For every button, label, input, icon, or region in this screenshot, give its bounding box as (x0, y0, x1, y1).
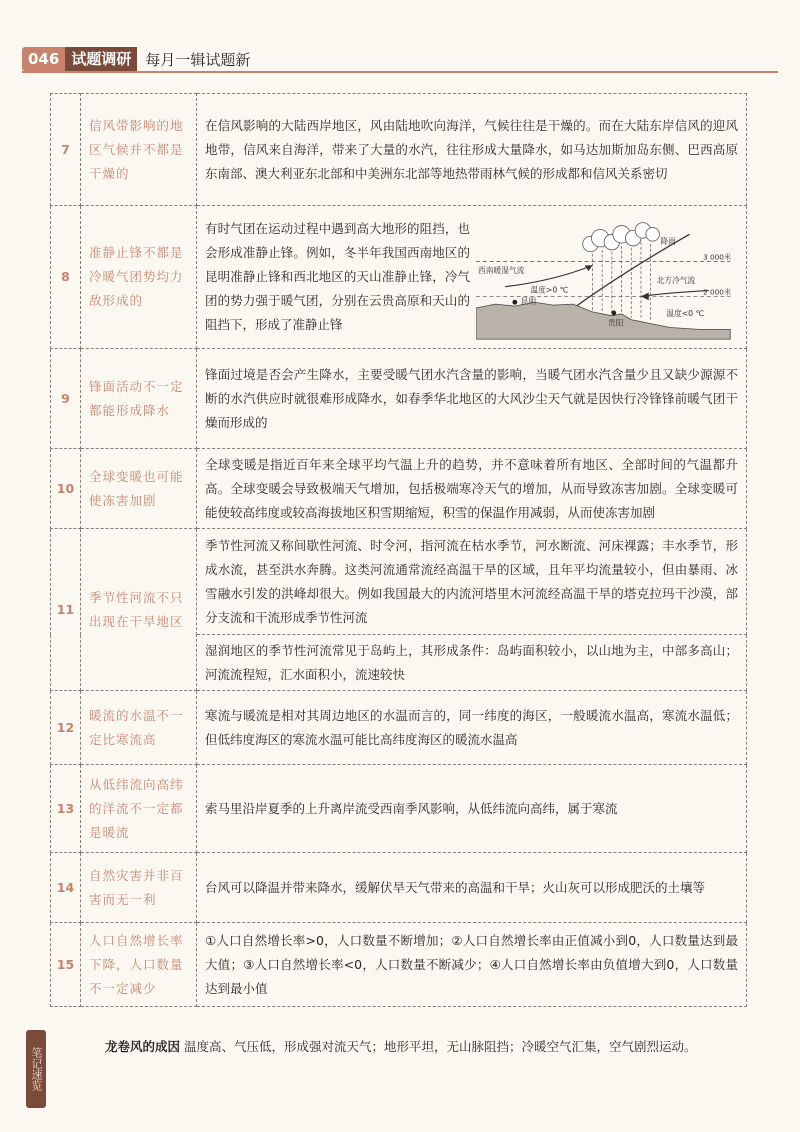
row-number: 8 (51, 206, 81, 349)
rain-lines (592, 242, 650, 322)
knowledge-table (50, 93, 747, 1007)
row-number: 13 (51, 765, 81, 853)
row-title: 信风带影响的地区气候并不都是干燥的 (81, 94, 197, 206)
page-number: 046 (22, 47, 65, 71)
table-row (51, 923, 747, 1007)
section-label: 试题调研 (65, 47, 137, 71)
note-box (50, 1036, 747, 1058)
note-text: 温度高、气压低，形成强对流天气；地形平坦，无山脉阻挡；冷暖空气汇集，空气剧烈运动。 (184, 1039, 697, 1054)
cloud-icon (583, 223, 660, 252)
row-number: 15 (51, 923, 81, 1007)
row-title: 人口自然增长率下降，人口数量不一定减少 (81, 923, 197, 1007)
front-diagram (476, 213, 738, 341)
row-content: 在信风影响的大陆西岸地区，风由陆地吹向海洋，气候往往是干燥的。而在大陆东岸信风的迎风地带，信风来自海洋，带来了大量的水汽，往往形成大量降水，如马达加斯加岛东侧、巴西高原东南部、澳大利亚东北部和中美洲东北部等地热带雨林气候的形成都和信风关系密切 (197, 94, 747, 206)
kunming-label: 昆明 (520, 297, 537, 307)
row-content: 寒流与暖流是相对其周边地区的水温而言的，同一纬度的海区，一般暖流水温高，寒流水温低；但低纬度海区的寒流水温可能比高纬度海区的暖流水温高 (197, 691, 747, 765)
table-row (51, 349, 747, 449)
header-divider (22, 71, 778, 73)
row-content: 有时气团在运动过程中遇到高大地形的阻挡，也会形成准静止锋。例如，冬半年我国西南地区的昆明准静止锋和西北地区的天山准静止锋，冷气团的势力强于暖气团，分别在云贵高原和天山的阻挡下，形成了准静止锋 (205, 221, 470, 332)
row-content: 季节性河流又称间歇性河流、时令河，指河流在枯水季节，河水断流、河床裸露；丰水季节，形成水流，甚至洪水奔腾。这类河流通常流经高温干旱的区域，且年平均流量较小，但由暴雨、冰雪融水引发的洪峰却很大。例如我国最大的内流河塔里木河流经高温干旱的塔克拉玛干沙漠，部分支流和干流形成季节性河流 (197, 529, 747, 635)
table-row (51, 853, 747, 923)
alt-high-label: 3 000米 (703, 252, 732, 262)
row-title: 全球变暖也可能使冻害加剧 (81, 449, 197, 529)
terrain (476, 302, 730, 339)
row-title: 暖流的水温不一定比寒流高 (81, 691, 197, 765)
row-number: 14 (51, 853, 81, 923)
row-number: 9 (51, 349, 81, 449)
rain-label: 降雨 (660, 237, 676, 247)
row-title: 自然灾害并非百害而无一利 (81, 853, 197, 923)
guiyang-label: 贵阳 (607, 318, 624, 328)
temp-above-label: 温度>0 ℃ (530, 285, 569, 295)
table-row (51, 765, 747, 853)
row-content: 锋面过境是否会产生降水，主要受暖气团水汽含量的影响，当暖气团水汽含量少且又缺少源源不断的水汽供应时就很难形成降水，如春季华北地区的大风沙尘天气就是因快行冷锋锋前暖气团干燥而形成的 (197, 349, 747, 449)
page-header (22, 47, 250, 71)
kunming-marker (512, 300, 517, 305)
table-row (51, 691, 747, 765)
table-row (51, 449, 747, 529)
cold-air-label: 北方冷气流 (656, 275, 696, 285)
row-title: 季节性河流不只出现在干旱地区 (81, 529, 197, 691)
row-content-with-diagram (197, 206, 747, 349)
note-title: 龙卷风的成因 (105, 1039, 181, 1054)
arrow-head-icon (641, 293, 649, 301)
temp-below-label: 温度<0 ℃ (666, 308, 705, 318)
row-title: 锋面活动不一定都能形成降水 (81, 349, 197, 449)
table-row (51, 529, 747, 635)
row-content: 全球变暖是指近百年来全球平均气温上升的趋势，并不意味着所有地区、全部时间的气温都升高。全球变暖会导致极端天气增加，包括极端寒冷天气的增加，从而导致冻害加剧。全球变暖可能使较高纬度或较高海拔地区积雪期缩短，积雪的保温作用减弱，从而使冻害加剧 (197, 449, 747, 529)
row-title: 从低纬流向高纬的洋流不一定都是暖流 (81, 765, 197, 853)
warm-air-label: 西南暖湿气流 (477, 266, 525, 276)
table-row (51, 206, 747, 349)
row-content: 台风可以降温并带来降水，缓解伏旱天气带来的高温和干旱；火山灰可以形成肥沃的土壤等 (197, 853, 747, 923)
row-title: 准静止锋不都是冷暖气团势均力敌形成的 (81, 206, 197, 349)
row-number: 7 (51, 94, 81, 206)
row-content-secondary: 湿润地区的季节性河流常见于岛屿上，其形成条件：岛屿面积较小，以山地为主，中部多高山；河流流程短，汇水面积小，流速较快 (197, 635, 747, 691)
guiyang-marker (611, 310, 616, 315)
alt-low-label: 2 000米 (703, 287, 732, 297)
row-number: 11 (51, 529, 81, 691)
row-number: 12 (51, 691, 81, 765)
header-subtitle: 每月一辑试题新 (145, 50, 251, 69)
notes-side-tab: 笔记速览 (26, 1030, 46, 1108)
row-content: ①人口自然增长率>0，人口数量不断增加；②人口自然增长率由正值减小到0，人口数量达到最大值；③人口自然增长率<0，人口数量不断减少；④人口自然增长率由负值增大到0，人口数量达到最小值 (197, 923, 747, 1007)
row-number: 10 (51, 449, 81, 529)
table-row (51, 94, 747, 206)
cold-air-arrow (641, 291, 709, 297)
row-content: 索马里沿岸夏季的上升离岸流受西南季风影响，从低纬流向高纬，属于寒流 (197, 765, 747, 853)
